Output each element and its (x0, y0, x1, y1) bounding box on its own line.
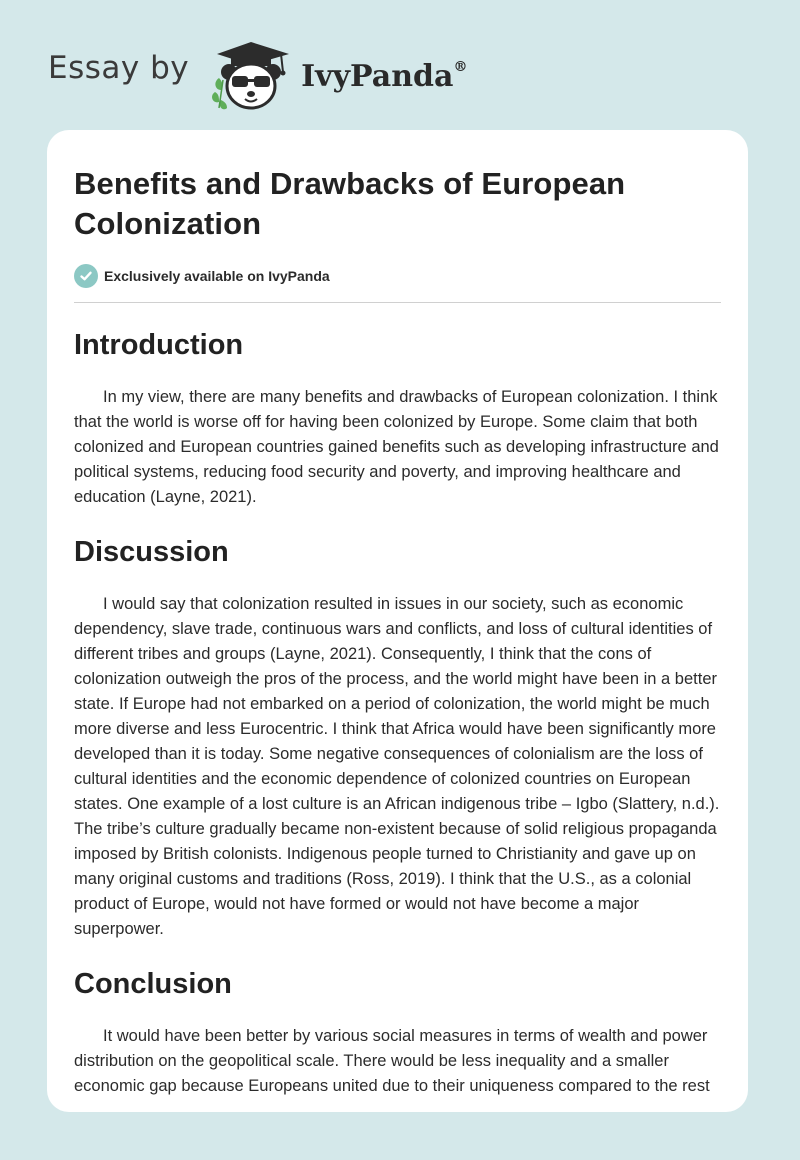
site-header (48, 36, 548, 112)
essay-by-label: Essay by (48, 50, 190, 86)
section-paragraph: I would say that colonization resulted in issues in our society, such as economic dependency, slave trade, continuous wars and conflicts, and loss of cultural identities of different tribes and groups (Layne, 2021). Consequently, I think that the cons of colonization outweigh the pros of the process, and the world might have been in a better state. If Europe had not embarked on a period of colonization, the world might be much more diverse and less Eurocentric. I think that Africa would have been significantly more developed than it is today. Some negative consequences of colonialism are the loss of cultural identities and the economic dependence of colonized countries on European states. One example of a lost culture is an African indigenous tribe – Igbo (Slattery, n.d.). The tribe’s culture gradually became non-existent because of solid religious propaganda imposed by British colonists. Indigenous people turned to Christianity and gave up on many original customs and traditions (Ross, 2019). I think that the U.S., as a colonial product of Europe, would not have formed or would not have become a major superpower. (74, 595, 720, 938)
essay-card (47, 130, 748, 1112)
section-discussion (74, 535, 721, 942)
section-heading: Discussion (74, 536, 229, 568)
panda-graduate-logo-icon[interactable] (205, 36, 297, 112)
section-paragraph: It would have been better by various social measures in terms of wealth and power distribution on the geopolitical scale. There would be less inequality and a smaller economic gap because Europeans united due to their uniqueness compared to the rest (74, 1027, 710, 1095)
section-heading: Introduction (74, 329, 244, 361)
exclusive-badge (74, 264, 721, 288)
section-introduction (74, 328, 721, 510)
check-circle-icon (74, 264, 98, 288)
page-title: Benefits and Drawbacks of European Colonization (74, 166, 626, 241)
section-heading: Conclusion (74, 968, 232, 1000)
divider (74, 302, 721, 303)
section-conclusion (74, 967, 721, 1099)
exclusive-badge-label: Exclusively available on IvyPanda (104, 268, 330, 284)
brand-name[interactable]: IvyPanda® (301, 58, 468, 94)
section-paragraph: In my view, there are many benefits and drawbacks of European colonization. I think that the world is worse off for having been colonized by Europe. Some claim that both colonized and European countries gained benefits such as developing infrastructure and political systems, reducing food security and poverty, and improving healthcare and education (Layne, 2021). (74, 388, 719, 506)
